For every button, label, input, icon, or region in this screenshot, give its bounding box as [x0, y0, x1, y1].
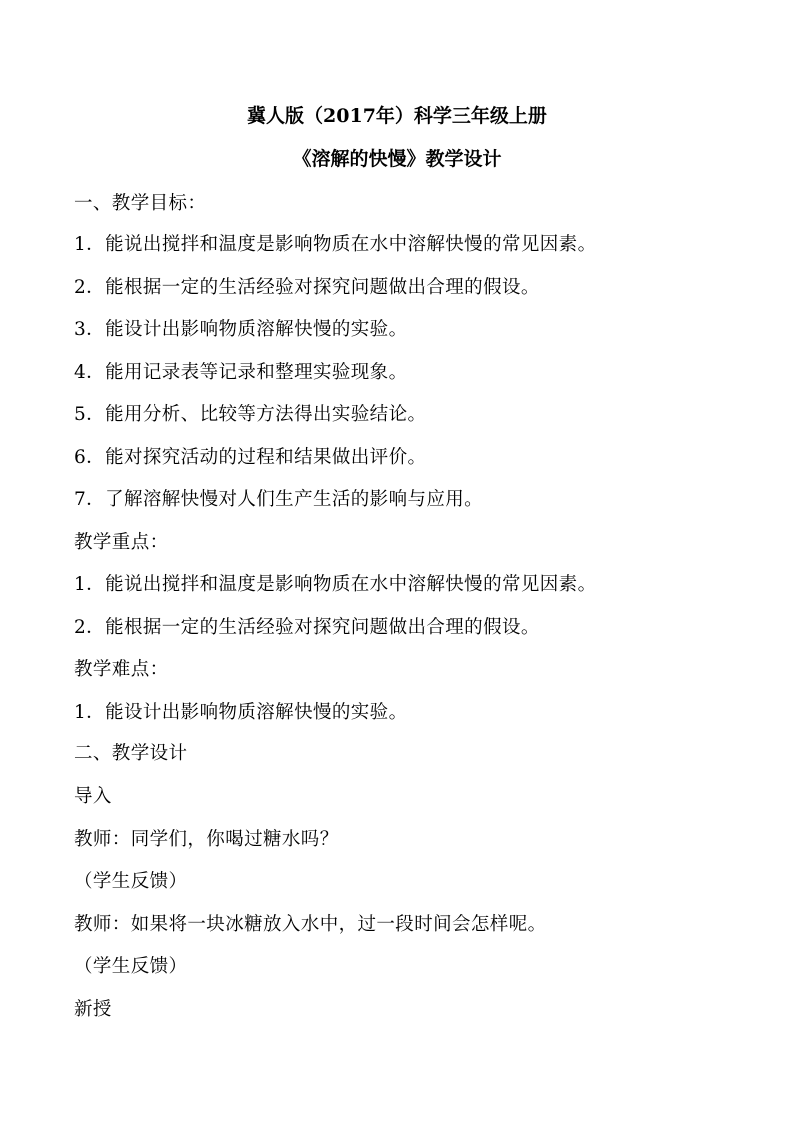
- paragraph: （学生反馈）: [74, 956, 188, 977]
- objective-item: 3．能设计出影响物质溶解快慢的实验。: [74, 319, 408, 340]
- key-point-item: 1．能说出搅拌和温度是影响物质在水中溶解快慢的常见因素。: [74, 574, 597, 595]
- paragraph: （学生反馈）: [74, 871, 188, 892]
- paragraph: 教师：同学们，你喝过糖水吗？: [74, 829, 339, 850]
- objective-item: 5．能用分析、比较等方法得出实验结论。: [74, 404, 427, 425]
- objective-item: 4．能用记录表等记录和整理实验现象。: [74, 362, 408, 383]
- section-heading-key-points: 教学重点：: [74, 532, 169, 553]
- difficulty-item: 1．能设计出影响物质溶解快慢的实验。: [74, 702, 408, 723]
- section-heading-design: 二、教学设计: [74, 743, 188, 764]
- objective-item: 2．能根据一定的生活经验对探究问题做出合理的假设。: [74, 277, 540, 298]
- subsection-heading: 新授: [74, 999, 112, 1020]
- section-heading-difficulties: 教学难点：: [74, 659, 169, 680]
- document-title: 冀人版（2017年）科学三年级上册: [247, 105, 547, 127]
- paragraph: 教师：如果将一块冰糖放入水中，过一段时间会怎样呢。: [74, 914, 547, 935]
- objective-item: 6．能对探究活动的过程和结果做出评价。: [74, 447, 427, 468]
- objective-item: 7．了解溶解快慢对人们生产生活的影响与应用。: [74, 489, 484, 510]
- document-subtitle: 《溶解的快慢》教学设计: [292, 148, 502, 170]
- key-point-item: 2．能根据一定的生活经验对探究问题做出合理的假设。: [74, 617, 540, 638]
- section-heading-objectives: 一、教学目标：: [74, 193, 207, 214]
- subsection-heading: 导入: [74, 786, 112, 807]
- objective-item: 1．能说出搅拌和温度是影响物质在水中溶解快慢的常见因素。: [74, 234, 597, 255]
